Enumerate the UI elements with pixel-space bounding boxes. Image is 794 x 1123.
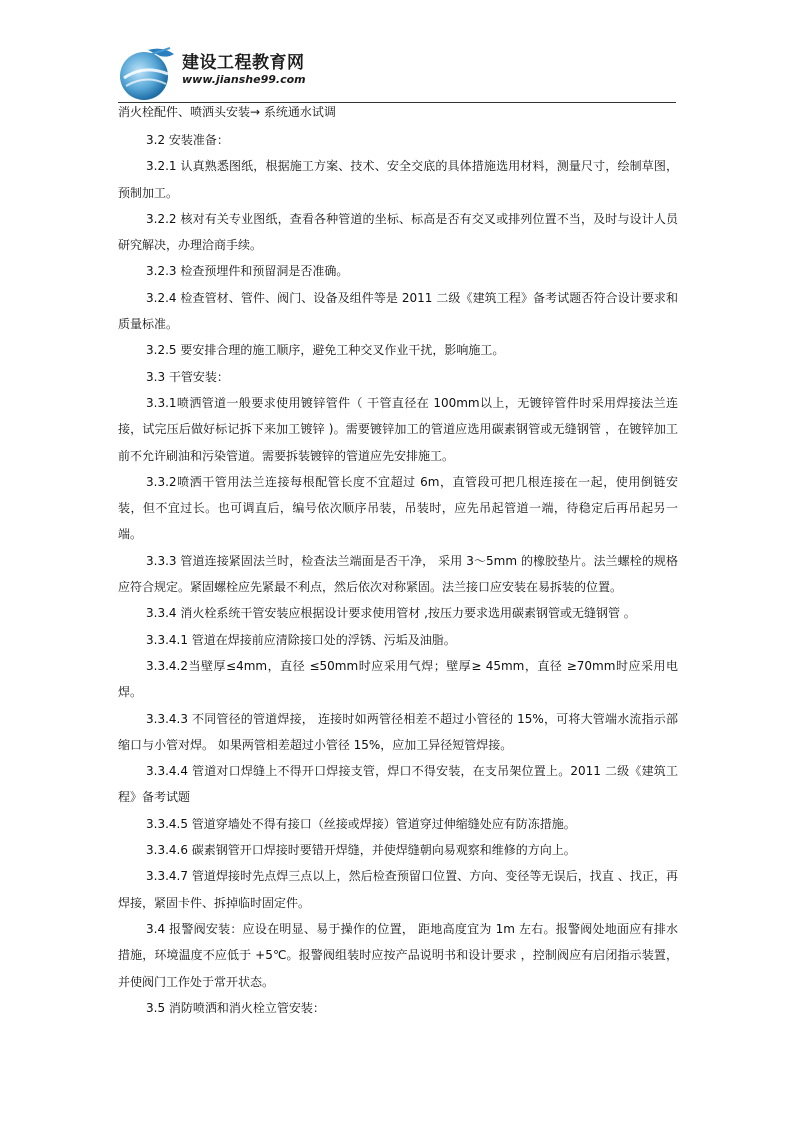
logo-title: 建设工程教育网 <box>182 53 305 73</box>
paragraph: 3.3.4.3 不同管径的管道焊接， 连接时如两管径相差不超过小管径的 15%，可将大管端水流指示部缩口与小管对焊。 如果两管相差超过小管径 15%，应加工异径短管焊接。 <box>118 711 678 752</box>
header-divider <box>118 102 676 103</box>
document-body <box>118 127 678 1021</box>
paragraph: 3.3.1喷洒管道一般要求使用镀锌管件（ 干管直径在 100mm以上，无镀锌管件时采用焊接法兰连接，试完压后做好标记拆下来加工镀锌 )。需要镀锌加工的管道应选用碳素钢管或无缝钢管 ，在镀锌加工前不允许刷油和污染管道。需要拆装镀锌的管道应先安排施工。 <box>118 395 678 463</box>
breadcrumb: 消火栓配件、喷洒头安装→ 系统通水试调 <box>118 105 336 119</box>
paragraph: 3.2.3 检查预埋件和预留洞是否准确。 <box>146 264 349 279</box>
section-heading: 3.5 消防喷洒和消火栓立管安装： <box>146 1000 325 1015</box>
site-logo <box>118 40 358 102</box>
logo-url: www.jianshe99.com <box>182 73 306 86</box>
globe-logo-icon <box>118 44 180 102</box>
paragraph: 3.3.3 管道连接紧固法兰时，检查法兰端面是否干净， 采用 3～5mm 的橡胶垫片。法兰螺栓的规格应符合规定。紧固螺栓应先紧最不利点，然后依次对称紧固。法兰接口应安装在易拆装的位置。 <box>118 553 678 595</box>
paragraph: 3.3.4.1 管道在焊接前应清除接口处的浮锈、污垢及油脂。 <box>146 632 456 647</box>
paragraph: 3.2.2 核对有关专业图纸，查看各种管道的坐标、标高是否有交叉或排列位置不当，及时与设计人员研究解决，办理洽商手续。 <box>118 211 678 253</box>
paragraph: 3.3.4.4 管道对口焊缝上不得开口焊接支管，焊口不得安装，在支吊架位置上。2011 二级《建筑工程》备考试题 <box>118 764 678 805</box>
section-heading: 3.2 安装准备： <box>146 133 229 147</box>
paragraph: 3.3.4.7 管道焊接时先点焊三点以上，然后检查预留口位置、方向、变径等无误后，找直 、找正，再焊接，紧固卡件、拆掉临时固定件。 <box>118 869 678 910</box>
paragraph: 3.2.5 要安排合理的施工顺序，避免工种交叉作业干扰，影响施工。 <box>146 343 505 358</box>
paragraph: 3.3.4.6 碳素钢管开口焊接时要错开焊缝，并使焊缝朝向易观察和维修的方向上。 <box>146 843 576 858</box>
paragraph: 3.3.4.2当壁厚≤4mm，直径 ≤50mm时应采用气焊；壁厚≥ 45mm，直径 ≥70mm时应采用电焊。 <box>118 658 678 700</box>
paragraph: 3.3.4 消火栓系统干管安装应根据设计要求使用管材 ,按压力要求选用碳素钢管或无缝钢管 。 <box>146 606 636 621</box>
paragraph: 3.4 报警阀安装：应设在明显、易于操作的位置， 距地高度宜为 1m 左右。报警阀处地面应有排水措施，环境温度不应低于 +5℃。报警阀组装时应按产品说明书和设计要求 ，控制阀应有启闭指示装置，并使阀门工作处于常开状态。 <box>118 921 678 989</box>
paragraph: 3.3.2喷洒干管用法兰连接每根配管长度不宜超过 6m，直管段可把几根连接在一起，使用倒链安装，但不宜过长。也可调直后，编号依次顺序吊装，吊装时，应先吊起管道一端，待稳定后再吊起另一端。 <box>118 474 678 542</box>
paragraph: 3.2.1 认真熟悉图纸，根据施工方案、技术、安全交底的具体措施选用材料，测量尺寸，绘制草图，预制加工。 <box>118 159 678 200</box>
section-heading: 3.3 干管安装： <box>146 369 229 384</box>
paragraph: 3.2.4 检查管材、管件、阀门、设备及组件等是 2011 二级《建筑工程》备考试题否符合设计要求和质量标准。 <box>118 290 678 332</box>
paragraph: 3.3.4.5 管道穿墙处不得有接口（丝接或焊接）管道穿过伸缩缝处应有防冻措施。 <box>146 816 576 831</box>
